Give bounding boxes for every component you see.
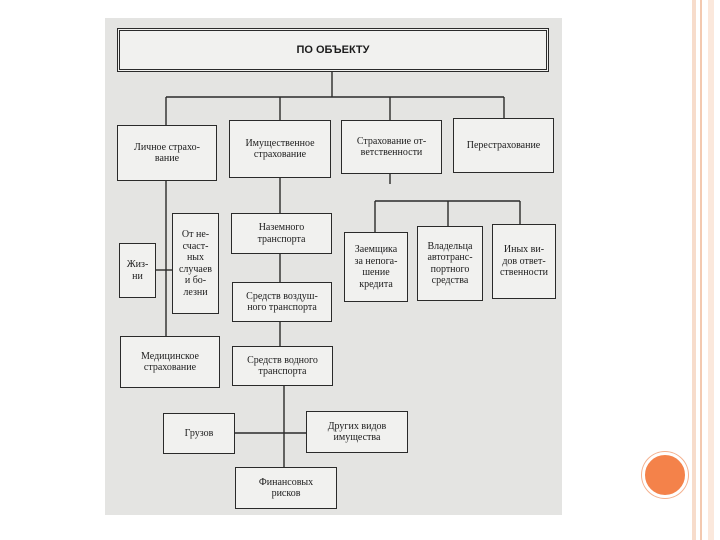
node-life: Жиз- ни bbox=[119, 243, 156, 298]
node-air-transport: Средств воздуш- ного транспорта bbox=[232, 282, 332, 322]
node-water-transport: Средств водного транспорта bbox=[232, 346, 333, 386]
node-property-insurance: Имущественное страхование bbox=[229, 120, 331, 178]
node-ground-transport: Наземного транспорта bbox=[231, 213, 332, 254]
node-accidents: От не- счаст- ных случаев и бо- лезни bbox=[172, 213, 219, 314]
diagram-title: ПО ОБЪЕКТУ bbox=[117, 28, 549, 72]
node-cargo: Грузов bbox=[163, 413, 235, 454]
node-liability-insurance: Страхование от- ветственности bbox=[341, 120, 442, 174]
node-medical-insurance: Медицинское страхование bbox=[120, 336, 220, 388]
node-other-property: Других видов имущества bbox=[306, 411, 408, 453]
node-personal-insurance: Личное страхо- вание bbox=[117, 125, 217, 181]
node-vehicle-owner-liability: Владельца автотранс- портного средства bbox=[417, 226, 483, 301]
node-reinsurance: Перестрахование bbox=[453, 118, 554, 173]
decor-circle bbox=[642, 452, 688, 498]
node-financial-risks: Финансовых рисков bbox=[235, 467, 337, 509]
node-borrower-liability: Заемщика за непога- шение кредита bbox=[344, 232, 408, 302]
node-other-liability: Иных ви- дов ответ- ственности bbox=[492, 224, 556, 299]
